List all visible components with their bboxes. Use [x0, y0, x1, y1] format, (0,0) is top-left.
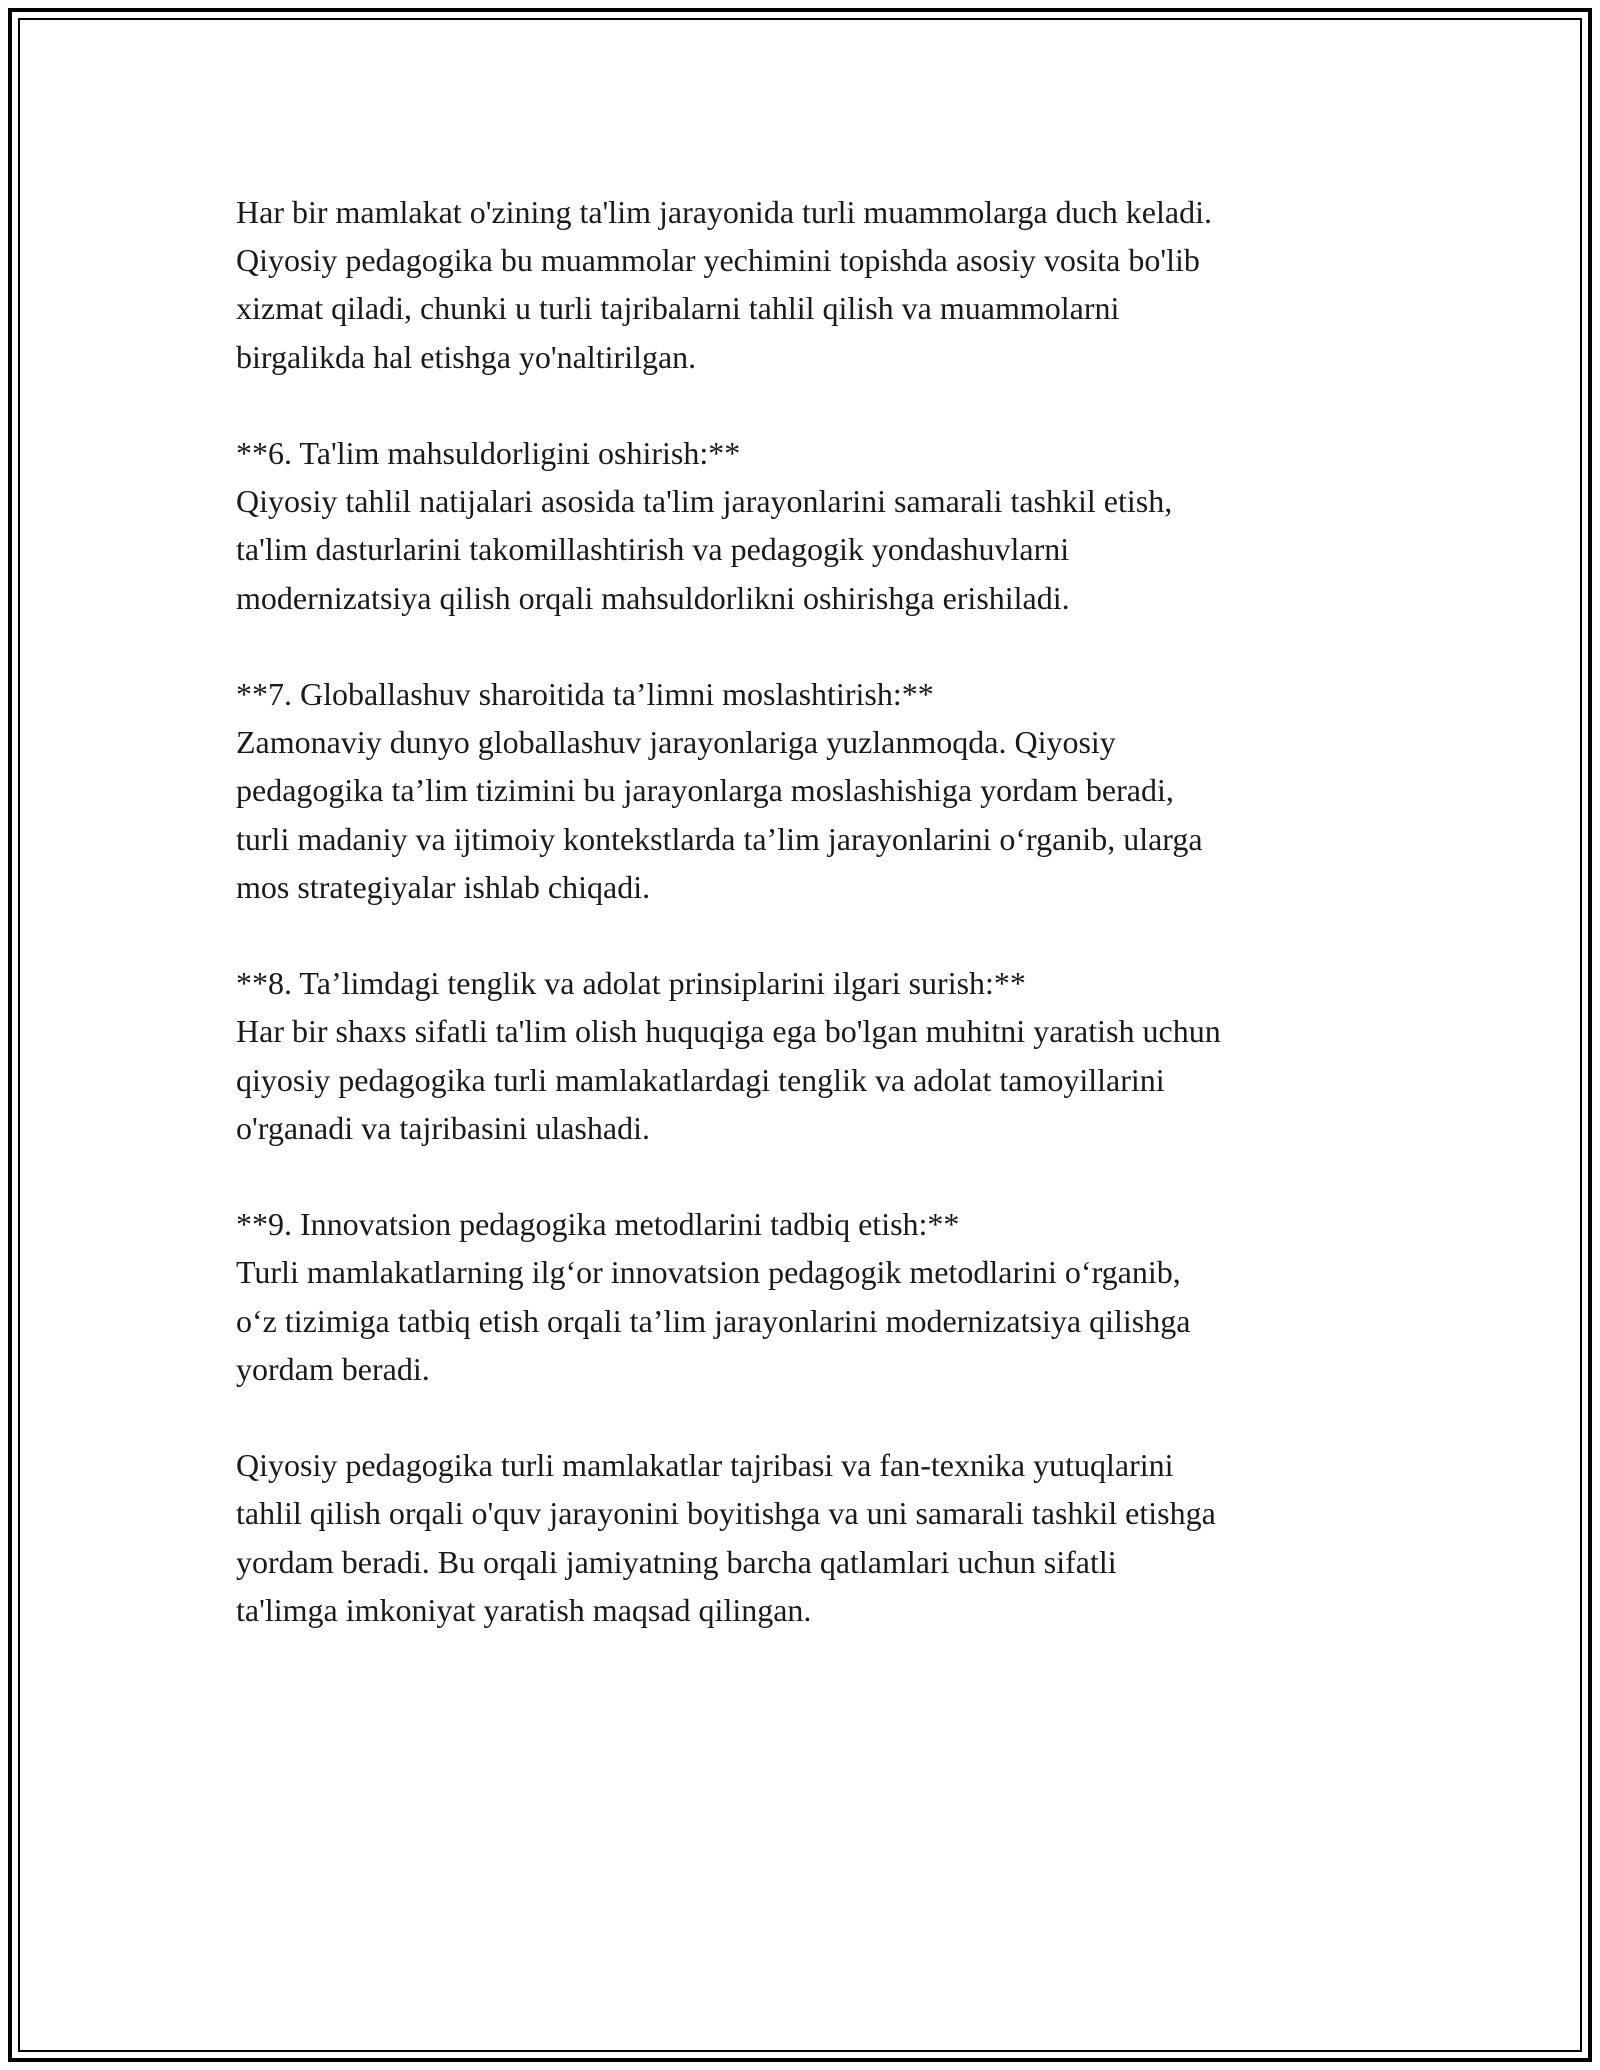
- text-line: turli madaniy va ijtimoiy kontekstlarda ta’lim jarayonlarini o‘rganib, ularga: [236, 820, 1203, 857]
- paragraph-gap: [236, 1393, 1416, 1441]
- text-line: yordam beradi. Bu orqali jamiyatning barcha qatlamlari uchun sifatli: [236, 1543, 1117, 1580]
- text-line: Qiyosiy tahlil natijalari asosida ta'lim jarayonlarini samarali tashkil etish,: [236, 483, 1173, 520]
- section-7: [236, 670, 1416, 911]
- text-line: xizmat qiladi, chunki u turli tajribalarni tahlil qilish va muammolarni: [236, 290, 1120, 327]
- text-line: Turli mamlakatlarning ilg‘or innovatsion pedagogik metodlarini o‘rganib,: [236, 1254, 1181, 1291]
- paragraph-gap: [236, 381, 1416, 429]
- text-line: tahlil qilish orqali o'quv jarayonini boyitishga va uni samarali tashkil etishga: [236, 1495, 1216, 1532]
- section-8: [236, 959, 1416, 1152]
- section-9: [236, 1200, 1416, 1393]
- text-line: yordam beradi.: [236, 1350, 430, 1387]
- text-line: Qiyosiy pedagogika turli mamlakatlar tajribasi va fan-texnika yutuqlarini: [236, 1447, 1174, 1484]
- section-7-heading: **7. Globallashuv sharoitida ta’limni moslashtirish:**: [236, 676, 934, 712]
- paragraph-gap: [236, 911, 1416, 959]
- text-line: qiyosiy pedagogika turli mamlakatlardagi tenglik va adolat tamoyillarini: [236, 1061, 1165, 1098]
- text-line: ta'limga imkoniyat yaratish maqsad qilingan.: [236, 1591, 812, 1628]
- text-line: Har bir mamlakat o'zining ta'lim jarayonida turli muammolarga duch keladi.: [236, 194, 1212, 230]
- section-8-heading: **8. Ta’limdagi tenglik va adolat prinsiplarini ilgari surish:**: [236, 965, 1026, 1002]
- text-line: o'rganadi va tajribasini ulashadi.: [236, 1109, 650, 1146]
- text-line: pedagogika ta’lim tizimini bu jarayonlarga moslashishiga yordam beradi,: [236, 772, 1174, 809]
- text-line: birgalikda hal etishga yo'naltirilgan.: [236, 338, 697, 375]
- text-line: Qiyosiy pedagogika bu muammolar yechimini topishda asosiy vosita bo'lib: [236, 242, 1200, 279]
- text-line: mos strategiyalar ishlab chiqadi.: [236, 868, 651, 905]
- text-line: modernizatsiya qilish orqali mahsuldorlikni oshirishga erishiladi.: [236, 579, 1070, 616]
- document-body: [236, 188, 1416, 1634]
- text-line: o‘z tizimiga tatbiq etish orqali ta’lim jarayonlarini modernizatsiya qilishga: [236, 1302, 1191, 1339]
- paragraph-gap: [236, 1152, 1416, 1200]
- text-line: ta'lim dasturlarini takomillashtirish va pedagogik yondashuvlarni: [236, 531, 1070, 568]
- paragraph-intro: [236, 188, 1416, 381]
- text-line: Zamonaviy dunyo globallashuv jarayonlariga yuzlanmoqda. Qiyosiy: [236, 724, 1116, 761]
- section-9-heading: **9. Innovatsion pedagogika metodlarini tadbiq etish:**: [236, 1206, 960, 1243]
- section-6-heading: **6. Ta'lim mahsuldorligini oshirish:**: [236, 435, 741, 471]
- text-line: Har bir shaxs sifatli ta'lim olish huquqiga ega bo'lgan muhitni yaratish uchun: [236, 1013, 1221, 1050]
- paragraph-gap: [236, 622, 1416, 670]
- paragraph-conclusion: [236, 1441, 1416, 1634]
- section-6: [236, 429, 1416, 622]
